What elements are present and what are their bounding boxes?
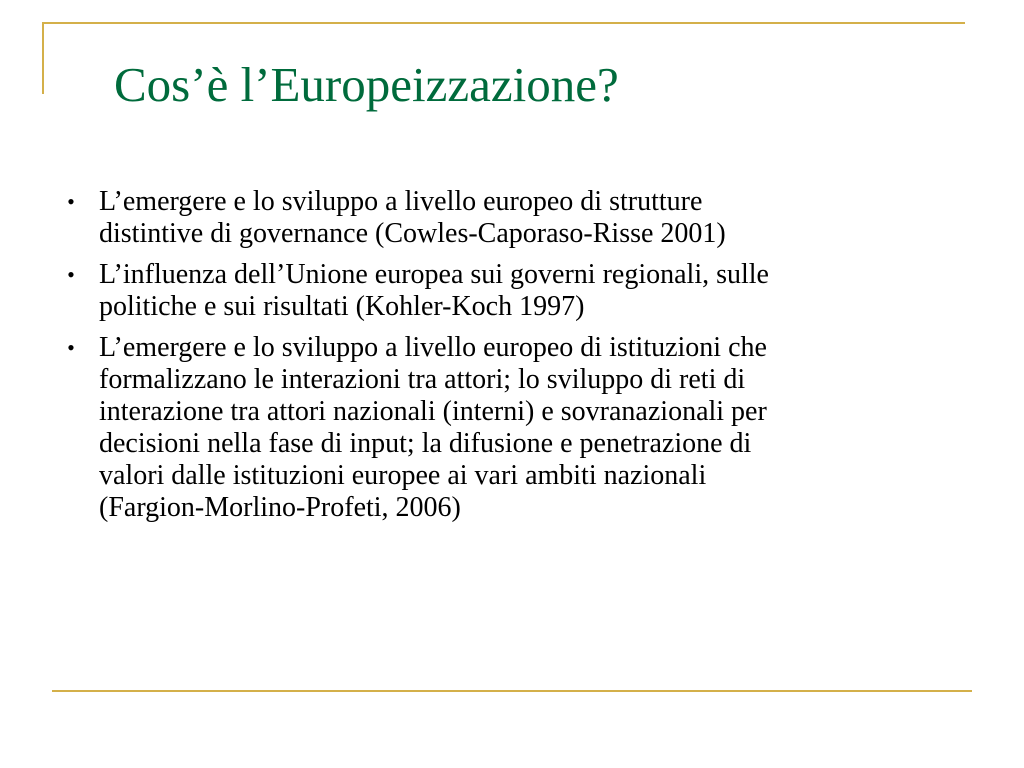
bullet-list	[62, 186, 942, 533]
bullet-2-line-2: politiche e sui risultati (Kohler-Koch 1997)	[99, 291, 585, 322]
bottom-decorative-rule	[52, 690, 972, 692]
bullet-3-line-1: L’emergere e lo sviluppo a livello europeo di istituzioni che	[99, 332, 767, 363]
bullet-3-line-3: interazione tra attori nazionali (interni) e sovranazionali per	[99, 396, 767, 427]
bullet-marker: •	[67, 262, 75, 287]
top-decorative-rule	[42, 22, 965, 24]
bullet-1-line-1: L’emergere e lo sviluppo a livello europeo di strutture	[99, 186, 703, 217]
bullet-marker: •	[67, 189, 75, 214]
bullet-3-line-6: (Fargion-Morlino-Profeti, 2006)	[99, 492, 461, 523]
bullet-2-line-1: L’influenza dell’Unione europea sui governi regionali, sulle	[99, 259, 769, 290]
left-decorative-rule	[42, 22, 44, 94]
slide-title: Cos’è l’Europeizzazione?	[114, 57, 619, 112]
bullet-3-line-2: formalizzano le interazioni tra attori; lo sviluppo di reti di	[99, 364, 746, 395]
bullet-3-line-5: valori dalle istituzioni europee ai vari ambiti nazionali	[99, 460, 707, 491]
bullet-1-line-2: distintive di governance (Cowles-Caporaso-Risse 2001)	[99, 218, 726, 249]
bullet-item-3	[62, 332, 942, 524]
bullet-marker: •	[67, 335, 75, 360]
bullet-3-line-4: decisioni nella fase di input; la difusione e penetrazione di	[99, 428, 752, 459]
bullet-item-2	[62, 259, 942, 323]
bullet-item-1	[62, 186, 942, 250]
